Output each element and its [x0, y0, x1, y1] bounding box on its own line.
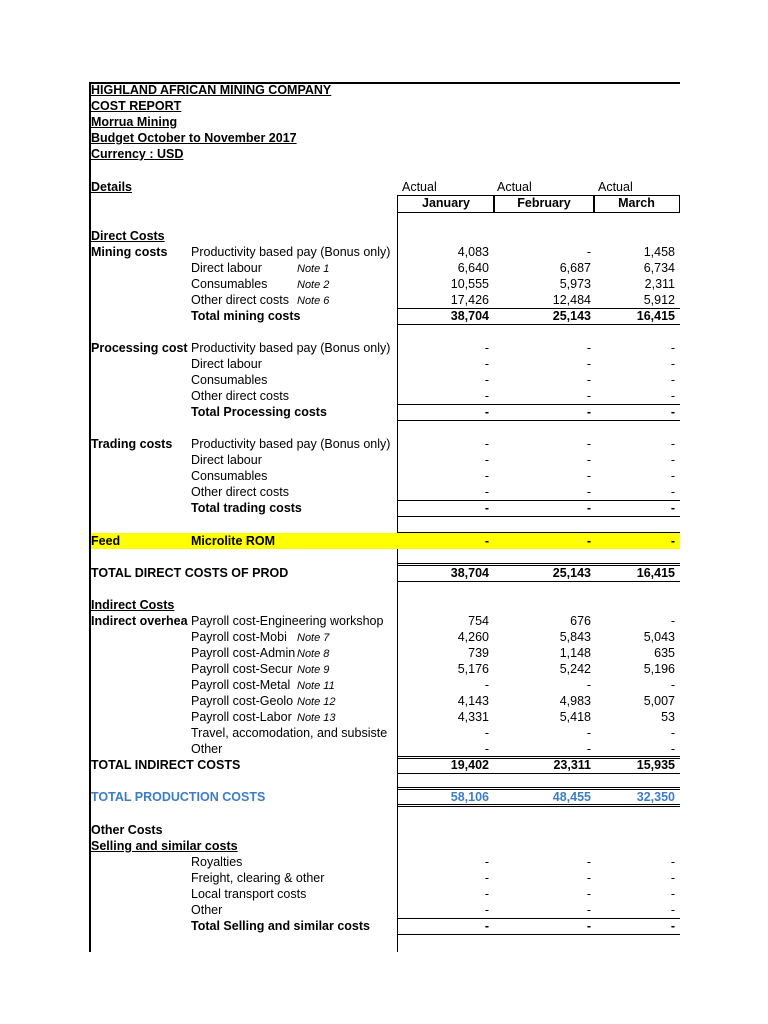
cell-jan: 4,260	[457, 630, 489, 644]
cell-feb: 4,983	[559, 694, 591, 708]
feed-item: Microlite ROM	[191, 534, 276, 548]
cell-mar: -	[670, 919, 675, 933]
cell-jan: 4,083	[457, 245, 489, 259]
cell-feb: -	[586, 726, 591, 740]
cell-mar: -	[670, 534, 675, 548]
row-divider	[398, 773, 680, 774]
cell-feb: -	[586, 501, 591, 515]
cell-mar: -	[670, 678, 675, 692]
note-ref: Note 9	[297, 664, 330, 676]
indirect-line-item: Payroll cost-Mobi	[191, 630, 287, 644]
row-divider	[398, 500, 680, 501]
line-item: Other direct costs	[191, 389, 289, 403]
cell-jan: -	[484, 887, 489, 901]
cell-feb: -	[586, 919, 591, 933]
total-production-label: TOTAL PRODUCTION COSTS	[91, 790, 266, 804]
cell-mar: 5,007	[643, 694, 675, 708]
cell-jan: 38,704	[450, 309, 489, 323]
other-costs-title: Other Costs	[91, 823, 163, 837]
mining-total-label: Total mining costs	[191, 309, 301, 323]
cell-mar: 5,043	[643, 630, 675, 644]
cell-feb: 25,143	[552, 566, 591, 580]
line-item: Direct labour	[191, 453, 262, 467]
cell-jan: 739	[468, 646, 489, 660]
actual-label-mar: Actual	[598, 180, 633, 194]
cell-feb: 23,311	[553, 758, 591, 772]
cell-feb: 1,148	[559, 646, 591, 660]
cell-jan: -	[484, 726, 489, 740]
cell-mar: -	[670, 437, 675, 451]
cell-mar: 16,415	[636, 309, 675, 323]
line-item: Consumables	[191, 277, 268, 291]
cell-mar: 635	[654, 646, 675, 660]
line-item: Direct labour	[191, 261, 262, 275]
note-ref: Note 7	[297, 632, 330, 644]
selling-line-item: Local transport costs	[191, 887, 307, 901]
cell-jan: 58,106	[450, 790, 489, 804]
cell-mar: 15,935	[636, 758, 675, 772]
indirect-line-item: Travel, accomodation, and subsiste	[191, 726, 388, 740]
cell-jan: -	[484, 903, 489, 917]
currency-label: Currency : USD	[91, 147, 184, 161]
indirect-line-item: Payroll cost-Secur	[191, 662, 293, 676]
cell-mar: 2,311	[644, 277, 675, 291]
project-name: Morrua Mining	[91, 115, 178, 129]
line-item: Other direct costs	[191, 293, 289, 307]
cell-jan: -	[484, 742, 489, 756]
cell-mar: 16,415	[636, 566, 675, 580]
cell-feb: -	[586, 373, 591, 387]
cell-mar: 5,912	[643, 293, 675, 307]
cell-mar: 5,196	[643, 662, 675, 676]
cell-mar: 53	[661, 710, 675, 724]
cell-feb: -	[586, 469, 591, 483]
processing-costs-label: Processing cost	[91, 341, 188, 355]
indirect-line-item: Payroll cost-Engineering workshop	[191, 614, 384, 628]
cell-jan: 38,704	[450, 566, 489, 580]
trading-total-label: Total trading costs	[191, 501, 302, 515]
cell-jan: -	[484, 437, 489, 451]
cell-feb: -	[586, 871, 591, 885]
cell-mar: -	[670, 453, 675, 467]
selling-line-item: Freight, clearing & other	[191, 871, 325, 885]
cell-feb: -	[586, 742, 591, 756]
cell-feb: -	[586, 357, 591, 371]
cell-jan: -	[484, 871, 489, 885]
month-header-february: February	[493, 195, 595, 213]
line-item: Productivity based pay (Bonus only)	[191, 341, 391, 355]
cell-mar: -	[670, 357, 675, 371]
mining-costs-label: Mining costs	[91, 245, 168, 259]
double-underline	[398, 804, 680, 807]
feed-highlight	[91, 533, 680, 549]
cell-mar: -	[670, 341, 675, 355]
cell-jan: 754	[468, 614, 489, 628]
indirect-line-item: Payroll cost-Admin	[191, 646, 296, 660]
month-header-march: March	[593, 195, 680, 213]
actual-label-feb: Actual	[497, 180, 532, 194]
note-ref: Note 2	[297, 279, 330, 291]
month-header-january: January	[397, 195, 495, 213]
row-divider	[398, 581, 680, 582]
cell-jan: -	[484, 485, 489, 499]
cell-jan: 4,143	[457, 694, 489, 708]
cell-mar: -	[670, 405, 675, 419]
cell-feb: 25,143	[552, 309, 591, 323]
cell-feb: 5,418	[559, 710, 591, 724]
note-ref: Note 1	[297, 263, 330, 275]
cell-feb: -	[586, 453, 591, 467]
cell-mar: -	[670, 469, 675, 483]
cell-feb: 5,973	[559, 277, 591, 291]
cell-feb: -	[586, 341, 591, 355]
cell-feb: -	[586, 437, 591, 451]
report-title: COST REPORT	[91, 99, 182, 113]
indirect-line-item: Payroll cost-Metal	[191, 678, 291, 692]
cell-feb: -	[586, 245, 591, 259]
cell-jan: 4,331	[457, 710, 489, 724]
cell-jan: -	[484, 501, 489, 515]
cell-mar: -	[670, 726, 675, 740]
cell-mar: 32,350	[636, 790, 675, 804]
note-ref: Note 11	[297, 680, 335, 692]
cell-feb: -	[586, 485, 591, 499]
cell-feb: 5,242	[559, 662, 591, 676]
cell-feb: -	[586, 903, 591, 917]
details-header: Details	[91, 180, 132, 194]
cell-mar: -	[670, 742, 675, 756]
line-item: Consumables	[191, 469, 268, 483]
cell-feb: -	[586, 887, 591, 901]
cell-jan: 17,426	[450, 293, 489, 307]
row-divider	[398, 934, 680, 935]
cell-jan: -	[484, 373, 489, 387]
row-divider	[398, 404, 680, 405]
line-item: Consumables	[191, 373, 268, 387]
line-item: Other direct costs	[191, 485, 289, 499]
row-divider	[398, 918, 680, 919]
row-divider	[398, 516, 680, 517]
cell-mar: -	[670, 903, 675, 917]
cell-mar: -	[670, 887, 675, 901]
cell-mar: -	[670, 614, 675, 628]
cell-jan: -	[484, 919, 489, 933]
total-indirect-label: TOTAL INDIRECT COSTS	[91, 758, 241, 772]
cell-mar: -	[670, 871, 675, 885]
cell-mar: -	[670, 373, 675, 387]
selling-line-item: Other	[191, 903, 223, 917]
cell-mar: -	[670, 855, 675, 869]
selling-total-label: Total Selling and similar costs	[191, 919, 370, 933]
line-item: Direct labour	[191, 357, 262, 371]
note-ref: Note 6	[297, 295, 330, 307]
cell-jan: -	[484, 469, 489, 483]
row-divider	[398, 532, 680, 533]
note-ref: Note 13	[297, 712, 336, 724]
row-divider	[398, 420, 680, 421]
budget-period: Budget October to November 2017	[91, 131, 297, 145]
cell-jan: 10,555	[450, 277, 489, 291]
company-title: HIGHLAND AFRICAN MINING COMPANY	[91, 83, 332, 97]
indirect-line-item: Other	[191, 742, 223, 756]
cell-jan: -	[484, 357, 489, 371]
total-direct-label: TOTAL DIRECT COSTS OF PROD	[91, 566, 289, 580]
indirect-line-item: Payroll cost-Geolo	[191, 694, 294, 708]
cell-feb: 676	[570, 614, 591, 628]
note-ref: Note 12	[297, 696, 336, 708]
line-item: Productivity based pay (Bonus only)	[191, 437, 391, 451]
cell-jan: -	[484, 678, 489, 692]
row-divider	[398, 324, 680, 325]
indirect-line-item: Payroll cost-Labor	[191, 710, 292, 724]
processing-total-label: Total Processing costs	[191, 405, 327, 419]
cell-mar: 1,458	[643, 245, 675, 259]
cell-feb: -	[586, 405, 591, 419]
cell-jan: 19,402	[450, 758, 489, 772]
cell-feb: -	[586, 855, 591, 869]
cell-feb: -	[586, 534, 591, 548]
cell-jan: -	[484, 341, 489, 355]
feed-label: Feed	[91, 534, 121, 548]
selling-line-item: Royalties	[191, 855, 243, 869]
trading-costs-label: Trading costs	[91, 437, 173, 451]
cell-jan: -	[484, 855, 489, 869]
indirect-costs-title: Indirect Costs	[91, 598, 175, 612]
cell-mar: -	[670, 389, 675, 403]
cell-mar: 6,734	[643, 261, 675, 275]
actual-label-jan: Actual	[402, 180, 437, 194]
line-item: Productivity based pay (Bonus only)	[191, 245, 391, 259]
direct-costs-title: Direct Costs	[91, 229, 165, 243]
cell-feb: 5,843	[559, 630, 591, 644]
cell-mar: -	[670, 501, 675, 515]
indirect-overhead-label: Indirect overhea	[91, 614, 188, 628]
cell-jan: 5,176	[457, 662, 489, 676]
cell-feb: 12,484	[552, 293, 591, 307]
cell-mar: -	[670, 485, 675, 499]
cell-jan: -	[484, 389, 489, 403]
note-ref: Note 8	[297, 648, 330, 660]
cell-feb: 48,455	[552, 790, 591, 804]
selling-costs-title: Selling and similar costs	[91, 839, 238, 853]
cell-feb: -	[586, 678, 591, 692]
cell-feb: 6,687	[559, 261, 591, 275]
cell-jan: -	[484, 534, 489, 548]
cell-jan: -	[484, 405, 489, 419]
cell-feb: -	[586, 389, 591, 403]
cell-jan: -	[484, 453, 489, 467]
cell-jan: 6,640	[457, 261, 489, 275]
